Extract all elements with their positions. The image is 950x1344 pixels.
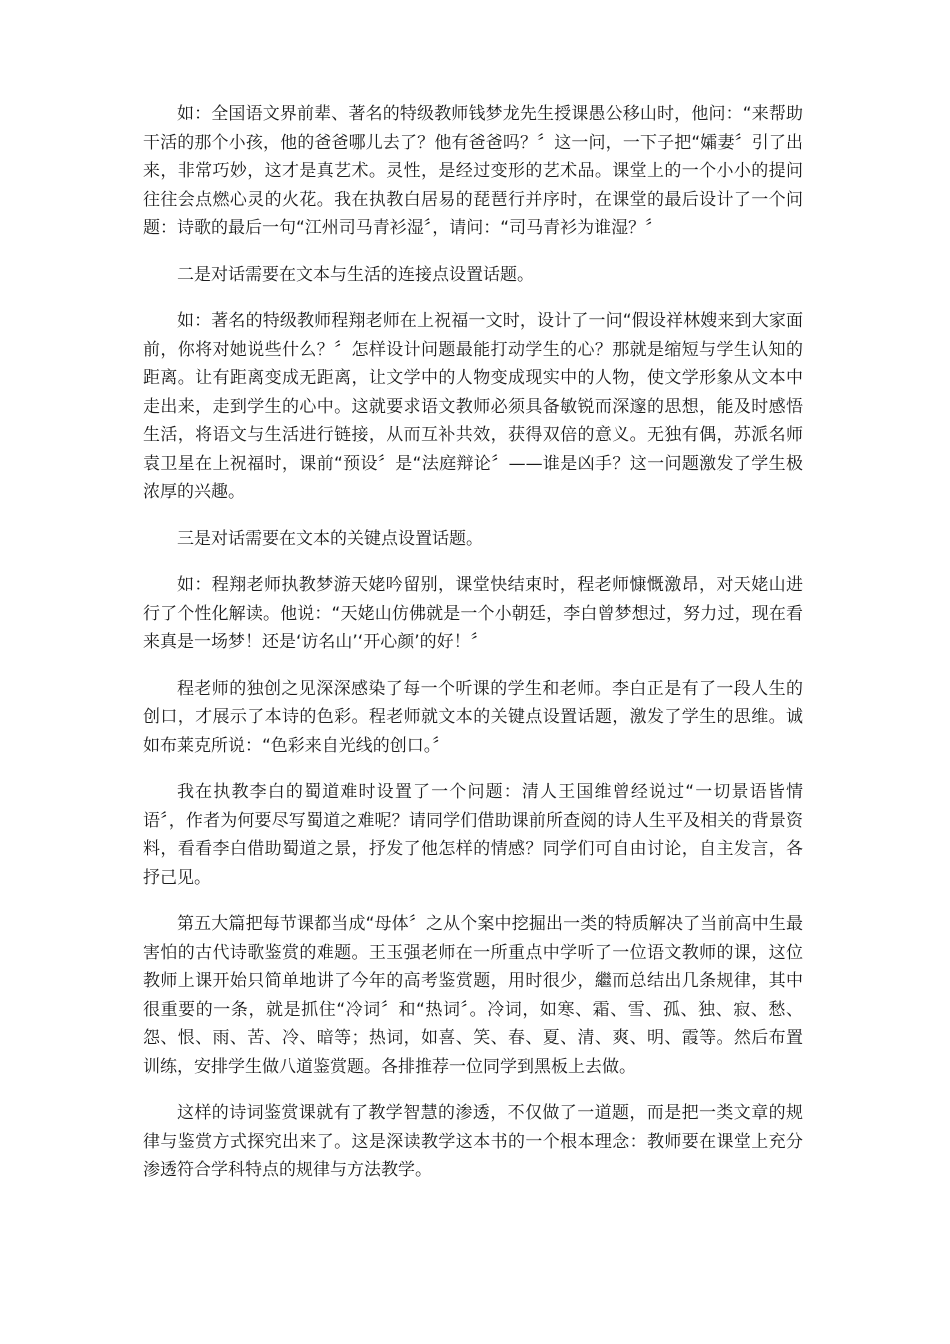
paragraph-9: 这样的诗词鉴赏课就有了教学智慧的渗透，不仅做了一道题，而是把一类文章的规律与鉴赏方式探究出来了。这是深读教学这本书的一个根本理念：教师要在课堂上充分渗透符合学科特点的规律与方法教学。 <box>143 1103 803 1180</box>
paragraph-6: 程老师的独创之见深深感染了每一个听课的学生和老师。李白正是有了一段人生的创口，才展示了本诗的色彩。程老师就文本的关键点设置话题，激发了学生的思维。诚如布莱克所说：“色彩来自光线的创口。〞 <box>143 678 803 756</box>
paragraph-4: 三是对话需要在文本的关键点设置话题。 <box>177 528 483 549</box>
paragraph-3: 如：著名的特级教师程翔老师在上祝福一文时，设计了一问“假设祥林嫂来到大家面前，你将对她说些什么？〞怎样设计问题最能打动学生的心？那就是缩短与学生认知的距离。让有距离变成无距离，让文学中的人物变成现实中的人物，使文学形象从文本中走出来，走到学生的心中。这就要求语文教师必须具备敏锐而深邃的思想，能及时感悟生活，将语文与生活进行链接，从而互补共效，获得双倍的意义。无独有偶，苏派名师袁卫星在上祝福时，课前“预设〞是“法庭辩论〞——谁是凶手？这一问题激发了学生极浓厚的兴趣。 <box>143 311 803 502</box>
paragraph-2: 二是对话需要在文本与生活的连接点设置话题。 <box>177 264 534 285</box>
paragraph-1: 如：全国语文界前辈、著名的特级教师钱梦龙先生授课愚公移山时，他问：“来帮助干活的那个小孩，他的爸爸哪儿去了？他有爸爸吗？〞这一问，一下子把“孀妻〞引了出来，非常巧妙，这才是真艺术。灵性，是经过变形的艺术品。课堂上的一个小小的提问往往会点燃心灵的火花。我在执教白居易的琵琶行并序时，在课堂的最后设计了一个问题：诗歌的最后一句“江州司马青衫湿〞，请问：“司马青衫为谁湿？〞 <box>143 104 803 238</box>
document-page <box>143 100 803 1203</box>
paragraph-8: 第五大篇把每节课都当成“母体〞之从个案中挖掘出一类的特质解决了当前高中生最害怕的古代诗歌鉴赏的难题。王玉强老师在一所重点中学听了一位语文教师的课，这位教师上课开始只简单地讲了今年的高考鉴赏题，用时很少，繼而总结出几条规律，其中很重要的一条，就是抓住“冷词〞和“热词〞。冷词，如寒、霜、雪、孤、独、寂、愁、怨、恨、雨、苦、冷、暗等；热词，如喜、笑、春、夏、清、爽、明、霞等。然后布置训练，安排学生做八道鉴赏题。各排推荐一位同学到黑板上去做。 <box>143 914 803 1077</box>
paragraph-5: 如：程翔老师执教梦游天姥吟留别，课堂快结束时，程老师慷慨激昂，对天姥山进行了个性化解读。他说：“天姥山仿佛就是一个小朝廷，李白曾梦想过，努力过，现在看来真是一场梦！还是‘访名山’‘开心颜’的好！〞 <box>143 575 803 652</box>
paragraph-7: 我在执教李白的蜀道难时设置了一个问题：清人王国维曾经说过“一切景语皆情语〞，作者为何要尽写蜀道之难呢？请同学们借助课前所查阅的诗人生平及相关的背景资料，看看李白借助蜀道之景，抒发了他怎样的情感？同学们可自由讨论，自主发言，各抒己见。 <box>143 782 803 888</box>
